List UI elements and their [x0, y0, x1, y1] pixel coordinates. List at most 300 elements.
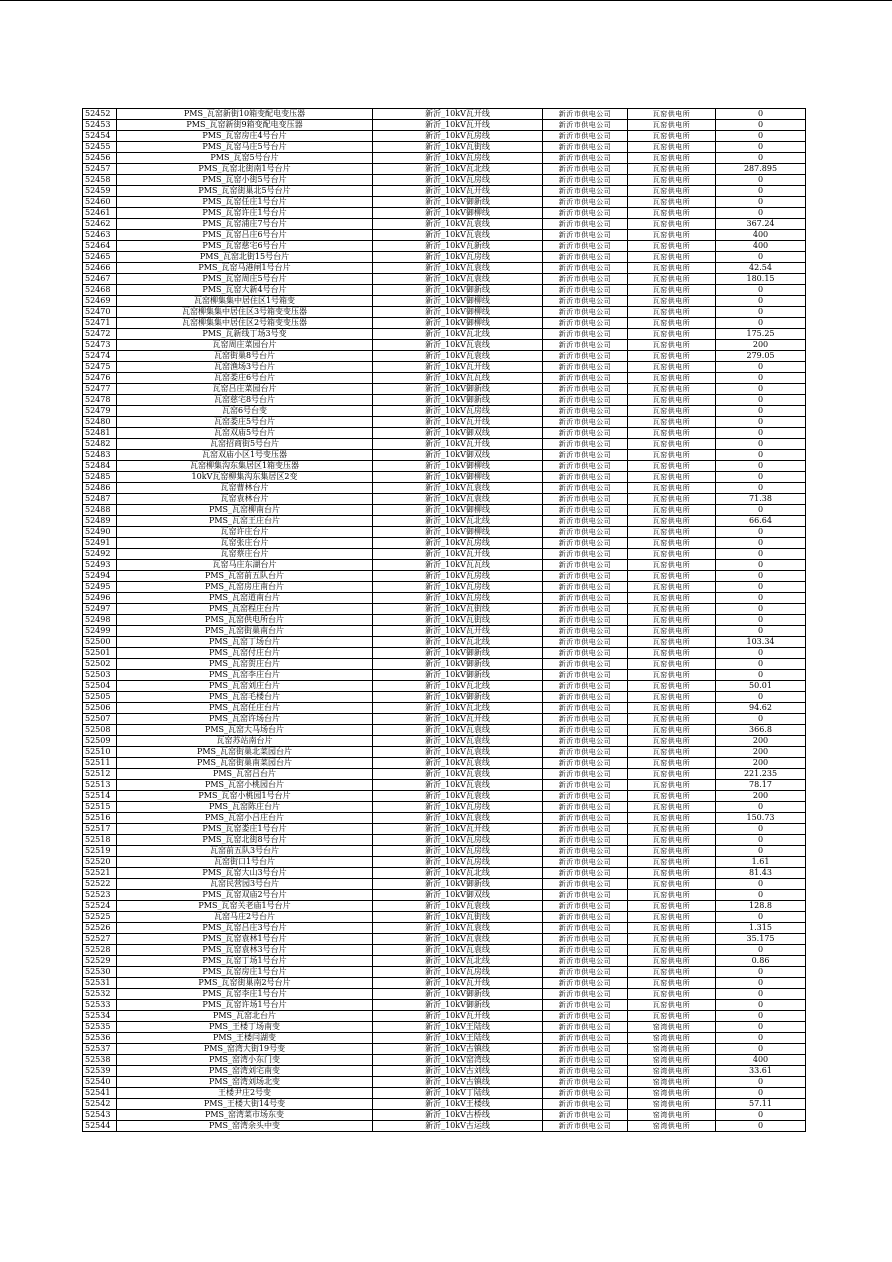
cell-record-id: 52509 — [83, 736, 117, 747]
cell-station: 瓦窑供电所 — [628, 131, 716, 142]
cell-feeder-line: 新沂_10kV御柳线 — [373, 505, 543, 516]
cell-station: 瓦窑供电所 — [628, 109, 716, 120]
cell-company: 新沂市供电公司 — [543, 1011, 628, 1022]
cell-station: 瓦窑供电所 — [628, 813, 716, 824]
cell-transformer-name: PMS_瓦窑袁林1号台片 — [117, 934, 373, 945]
cell-feeder-line: 新沂_10kV御新线 — [373, 989, 543, 1000]
cell-value: 0 — [716, 1044, 806, 1055]
cell-station: 瓦窑供电所 — [628, 406, 716, 417]
cell-feeder-line: 新沂_10kV瓦北线 — [373, 329, 543, 340]
table-row — [83, 626, 806, 637]
cell-record-id: 52542 — [83, 1099, 117, 1110]
cell-station: 瓦窑供电所 — [628, 736, 716, 747]
cell-transformer-name: 瓦窑娄庄5号台片 — [117, 417, 373, 428]
table-row — [83, 1066, 806, 1077]
cell-transformer-name: 瓦窑民营园3号台片 — [117, 879, 373, 890]
cell-station: 瓦窑供电所 — [628, 373, 716, 384]
cell-feeder-line: 新沂_10kV瓦北线 — [373, 703, 543, 714]
cell-value: 200 — [716, 736, 806, 747]
cell-feeder-line: 新沂_10kV瓦开线 — [373, 1011, 543, 1022]
cell-transformer-name: 瓦窑苏站南台片 — [117, 736, 373, 747]
cell-transformer-name: 瓦窑周庄菜园台片 — [117, 340, 373, 351]
table-row — [83, 483, 806, 494]
cell-feeder-line: 新沂_10kV瓦袁线 — [373, 351, 543, 362]
table-row — [83, 945, 806, 956]
cell-station: 瓦窑供电所 — [628, 571, 716, 582]
cell-transformer-name: 瓦窑柳集沟东集居区1箱变压器 — [117, 461, 373, 472]
data-table-container — [82, 108, 805, 1132]
table-row — [83, 208, 806, 219]
cell-value: 0 — [716, 208, 806, 219]
table-row — [83, 1022, 806, 1033]
cell-record-id: 52496 — [83, 593, 117, 604]
cell-value: 0 — [716, 362, 806, 373]
cell-value: 0 — [716, 571, 806, 582]
cell-transformer-name: PMS_瓦窑马庄5号台片 — [117, 142, 373, 153]
table-row — [83, 670, 806, 681]
table-row — [83, 923, 806, 934]
cell-transformer-name: PMS_瓦窑北街15号台片 — [117, 252, 373, 263]
cell-station: 瓦窑供电所 — [628, 274, 716, 285]
cell-transformer-name: PMS_瓦窑许庄1号台片 — [117, 208, 373, 219]
cell-transformer-name: PMS_瓦窑程庄台片 — [117, 604, 373, 615]
cell-record-id: 52485 — [83, 472, 117, 483]
cell-station: 瓦窑供电所 — [628, 648, 716, 659]
cell-company: 新沂市供电公司 — [543, 1033, 628, 1044]
cell-station: 瓦窑供电所 — [628, 835, 716, 846]
cell-company: 新沂市供电公司 — [543, 362, 628, 373]
cell-record-id: 52479 — [83, 406, 117, 417]
cell-station: 瓦窑供电所 — [628, 153, 716, 164]
cell-company: 新沂市供电公司 — [543, 593, 628, 604]
cell-value: 42.54 — [716, 263, 806, 274]
cell-company: 新沂市供电公司 — [543, 956, 628, 967]
cell-record-id: 52491 — [83, 538, 117, 549]
table-row — [83, 384, 806, 395]
cell-station: 瓦窑供电所 — [628, 868, 716, 879]
cell-record-id: 52494 — [83, 571, 117, 582]
cell-station: 瓦窑供电所 — [628, 747, 716, 758]
cell-transformer-name: PMS_瓦窑任庄台片 — [117, 703, 373, 714]
cell-value: 367.24 — [716, 219, 806, 230]
cell-company: 新沂市供电公司 — [543, 252, 628, 263]
cell-value: 0 — [716, 109, 806, 120]
cell-transformer-name: PMS_瓦窑贺庄台片 — [117, 659, 373, 670]
cell-feeder-line: 新沂_10kV御柳线 — [373, 527, 543, 538]
cell-record-id: 52462 — [83, 219, 117, 230]
cell-record-id: 52456 — [83, 153, 117, 164]
cell-company: 新沂市供电公司 — [543, 1000, 628, 1011]
cell-transformer-name: PMS_瓦窑大马场台片 — [117, 725, 373, 736]
table-row — [83, 593, 806, 604]
table-row — [83, 527, 806, 538]
cell-feeder-line: 新沂_10kV御柳线 — [373, 461, 543, 472]
cell-feeder-line: 新沂_10kV御新线 — [373, 285, 543, 296]
cell-transformer-name: 瓦窑慈宅8号台片 — [117, 395, 373, 406]
cell-transformer-name: PMS_瓦窑浦庄7号台片 — [117, 219, 373, 230]
cell-station: 瓦窑供电所 — [628, 208, 716, 219]
table-row — [83, 659, 806, 670]
cell-record-id: 52455 — [83, 142, 117, 153]
cell-record-id: 52478 — [83, 395, 117, 406]
cell-station: 窑湾供电所 — [628, 1121, 716, 1132]
cell-station: 瓦窑供电所 — [628, 593, 716, 604]
table-row — [83, 318, 806, 329]
cell-record-id: 52502 — [83, 659, 117, 670]
cell-station: 瓦窑供电所 — [628, 329, 716, 340]
cell-company: 新沂市供电公司 — [543, 197, 628, 208]
cell-transformer-name: 瓦窑许庄台片 — [117, 527, 373, 538]
cell-value: 81.43 — [716, 868, 806, 879]
cell-value: 0 — [716, 461, 806, 472]
table-row — [83, 879, 806, 890]
cell-company: 新沂市供电公司 — [543, 934, 628, 945]
cell-record-id: 52517 — [83, 824, 117, 835]
cell-record-id: 52539 — [83, 1066, 117, 1077]
cell-transformer-name: PMS_瓦窑马港闸1号台片 — [117, 263, 373, 274]
cell-record-id: 52535 — [83, 1022, 117, 1033]
cell-company: 新沂市供电公司 — [543, 439, 628, 450]
cell-feeder-line: 新沂_10kV瓦房线 — [373, 538, 543, 549]
cell-feeder-line: 新沂_10kV古桥线 — [373, 1110, 543, 1121]
cell-feeder-line: 新沂_10kV御双线 — [373, 428, 543, 439]
table-row — [83, 989, 806, 1000]
cell-feeder-line: 新沂_10kV瓦袁线 — [373, 901, 543, 912]
cell-transformer-name: PMS_瓦窑小桃园台片 — [117, 780, 373, 791]
cell-company: 新沂市供电公司 — [543, 912, 628, 923]
cell-company: 新沂市供电公司 — [543, 736, 628, 747]
cell-transformer-name: 瓦窑双庙5号台片 — [117, 428, 373, 439]
cell-value: 0 — [716, 890, 806, 901]
cell-value: 0 — [716, 472, 806, 483]
cell-record-id: 52499 — [83, 626, 117, 637]
cell-company: 新沂市供电公司 — [543, 241, 628, 252]
cell-feeder-line: 新沂_10kV瓦房线 — [373, 406, 543, 417]
cell-company: 新沂市供电公司 — [543, 901, 628, 912]
cell-company: 新沂市供电公司 — [543, 109, 628, 120]
cell-station: 瓦窑供电所 — [628, 384, 716, 395]
cell-station: 瓦窑供电所 — [628, 516, 716, 527]
cell-company: 新沂市供电公司 — [543, 527, 628, 538]
cell-feeder-line: 新沂_10kV瓦开线 — [373, 109, 543, 120]
cell-station: 瓦窑供电所 — [628, 296, 716, 307]
cell-value: 35.175 — [716, 934, 806, 945]
cell-feeder-line: 新沂_10kV御新线 — [373, 395, 543, 406]
cell-transformer-name: 瓦窑娄庄6号台片 — [117, 373, 373, 384]
cell-transformer-name: PMS_窑湾余头中变 — [117, 1121, 373, 1132]
cell-station: 瓦窑供电所 — [628, 945, 716, 956]
cell-record-id: 52501 — [83, 648, 117, 659]
cell-station: 瓦窑供电所 — [628, 769, 716, 780]
cell-feeder-line: 新沂_10kV瓦袁线 — [373, 230, 543, 241]
cell-record-id: 52540 — [83, 1077, 117, 1088]
cell-company: 新沂市供电公司 — [543, 1066, 628, 1077]
cell-transformer-name: PMS_瓦窑丁场台片 — [117, 637, 373, 648]
cell-transformer-name: PMS_瓦窑周庄5号台片 — [117, 274, 373, 285]
cell-company: 新沂市供电公司 — [543, 472, 628, 483]
cell-value: 0 — [716, 1033, 806, 1044]
cell-value: 0 — [716, 307, 806, 318]
cell-value: 0 — [716, 835, 806, 846]
cell-value: 200 — [716, 791, 806, 802]
cell-feeder-line: 新沂_10kV瓦开线 — [373, 626, 543, 637]
cell-feeder-line: 新沂_10kV瓦街线 — [373, 912, 543, 923]
cell-value: 0 — [716, 175, 806, 186]
cell-feeder-line: 新沂_10kV丁陆线 — [373, 1088, 543, 1099]
cell-feeder-line: 新沂_10kV瓦袁线 — [373, 934, 543, 945]
cell-company: 新沂市供电公司 — [543, 296, 628, 307]
cell-transformer-name: PMS_瓦窑许场1号台片 — [117, 1000, 373, 1011]
cell-station: 瓦窑供电所 — [628, 483, 716, 494]
cell-feeder-line: 新沂_10kV瓦袁线 — [373, 494, 543, 505]
cell-transformer-name: PMS_瓦窑北街8号台片 — [117, 835, 373, 846]
table-row — [83, 538, 806, 549]
cell-feeder-line: 新沂_10kV瓦袁线 — [373, 274, 543, 285]
cell-station: 瓦窑供电所 — [628, 912, 716, 923]
table-row — [83, 769, 806, 780]
cell-company: 新沂市供电公司 — [543, 626, 628, 637]
table-row — [83, 615, 806, 626]
cell-record-id: 52511 — [83, 758, 117, 769]
cell-feeder-line: 新沂_10kV王楼线 — [373, 1099, 543, 1110]
cell-transformer-name: PMS_瓦窑李庄台片 — [117, 670, 373, 681]
cell-transformer-name: PMS_瓦窑街巢南台片 — [117, 626, 373, 637]
cell-record-id: 52500 — [83, 637, 117, 648]
cell-transformer-name: PMS_窑湾大街19号变 — [117, 1044, 373, 1055]
table-row — [83, 549, 806, 560]
cell-feeder-line: 新沂_10kV瓦北线 — [373, 637, 543, 648]
cell-transformer-name: 瓦窑渔场3号台片 — [117, 362, 373, 373]
cell-feeder-line: 新沂_10kV瓦房线 — [373, 252, 543, 263]
cell-feeder-line: 新沂_10kV古刘线 — [373, 1066, 543, 1077]
cell-station: 瓦窑供电所 — [628, 725, 716, 736]
table-row — [83, 703, 806, 714]
cell-record-id: 52519 — [83, 846, 117, 857]
table-row — [83, 648, 806, 659]
cell-value: 200 — [716, 758, 806, 769]
cell-station: 窑湾供电所 — [628, 1077, 716, 1088]
cell-transformer-name: PMS_瓦窑街巢南2号台片 — [117, 978, 373, 989]
cell-company: 新沂市供电公司 — [543, 747, 628, 758]
cell-company: 新沂市供电公司 — [543, 505, 628, 516]
cell-value: 1.315 — [716, 923, 806, 934]
cell-company: 新沂市供电公司 — [543, 395, 628, 406]
table-row — [83, 692, 806, 703]
cell-station: 瓦窑供电所 — [628, 582, 716, 593]
cell-transformer-name: PMS_瓦窑吕庄6号台片 — [117, 230, 373, 241]
cell-record-id: 52507 — [83, 714, 117, 725]
cell-value: 0 — [716, 450, 806, 461]
table-row — [83, 890, 806, 901]
cell-station: 瓦窑供电所 — [628, 846, 716, 857]
table-row — [83, 802, 806, 813]
cell-feeder-line: 新沂_10kV瓦开线 — [373, 362, 543, 373]
table-row — [83, 164, 806, 175]
cell-feeder-line: 新沂_10kV瓦街线 — [373, 604, 543, 615]
cell-transformer-name: PMS_瓦窑大新4号台片 — [117, 285, 373, 296]
table-row — [83, 362, 806, 373]
cell-value: 0 — [716, 285, 806, 296]
cell-record-id: 52531 — [83, 978, 117, 989]
cell-record-id: 52488 — [83, 505, 117, 516]
cell-station: 瓦窑供电所 — [628, 450, 716, 461]
cell-value: 0 — [716, 846, 806, 857]
cell-record-id: 52467 — [83, 274, 117, 285]
table-row — [83, 186, 806, 197]
cell-record-id: 52524 — [83, 901, 117, 912]
table-row — [83, 1110, 806, 1121]
cell-company: 新沂市供电公司 — [543, 692, 628, 703]
cell-company: 新沂市供电公司 — [543, 758, 628, 769]
cell-value: 400 — [716, 1055, 806, 1066]
cell-station: 瓦窑供电所 — [628, 857, 716, 868]
cell-record-id: 52529 — [83, 956, 117, 967]
cell-transformer-name: PMS_瓦窑任庄1号台片 — [117, 197, 373, 208]
cell-record-id: 52487 — [83, 494, 117, 505]
cell-value: 0 — [716, 626, 806, 637]
table-row — [83, 824, 806, 835]
cell-record-id: 52528 — [83, 945, 117, 956]
table-row — [83, 1088, 806, 1099]
cell-feeder-line: 新沂_10kV瓦房线 — [373, 582, 543, 593]
cell-company: 新沂市供电公司 — [543, 769, 628, 780]
cell-transformer-name: 瓦窑蔡庄台片 — [117, 549, 373, 560]
cell-company: 新沂市供电公司 — [543, 670, 628, 681]
cell-feeder-line: 新沂_10kV瓦袁线 — [373, 725, 543, 736]
cell-company: 新沂市供电公司 — [543, 263, 628, 274]
cell-station: 窑湾供电所 — [628, 1022, 716, 1033]
cell-station: 瓦窑供电所 — [628, 879, 716, 890]
cell-feeder-line: 新沂_10kV瓦开线 — [373, 714, 543, 725]
cell-company: 新沂市供电公司 — [543, 945, 628, 956]
cell-station: 瓦窑供电所 — [628, 956, 716, 967]
cell-station: 瓦窑供电所 — [628, 219, 716, 230]
cell-record-id: 52461 — [83, 208, 117, 219]
cell-company: 新沂市供电公司 — [543, 824, 628, 835]
cell-station: 瓦窑供电所 — [628, 901, 716, 912]
cell-company: 新沂市供电公司 — [543, 714, 628, 725]
cell-record-id: 52505 — [83, 692, 117, 703]
cell-company: 新沂市供电公司 — [543, 868, 628, 879]
cell-station: 瓦窑供电所 — [628, 1000, 716, 1011]
cell-transformer-name: 瓦窑6号台变 — [117, 406, 373, 417]
cell-feeder-line: 新沂_10kV瓦袁线 — [373, 813, 543, 824]
cell-company: 新沂市供电公司 — [543, 340, 628, 351]
cell-value: 0 — [716, 538, 806, 549]
cell-transformer-name: 瓦窑柳集集中居住区3号箱变变压器 — [117, 307, 373, 318]
cell-station: 瓦窑供电所 — [628, 307, 716, 318]
cell-company: 新沂市供电公司 — [543, 604, 628, 615]
cell-transformer-name: PMS_瓦窑毛楼台片 — [117, 692, 373, 703]
cell-record-id: 52523 — [83, 890, 117, 901]
cell-company: 新沂市供电公司 — [543, 461, 628, 472]
cell-record-id: 52480 — [83, 417, 117, 428]
table-row — [83, 1011, 806, 1022]
cell-record-id: 52497 — [83, 604, 117, 615]
cell-company: 新沂市供电公司 — [543, 615, 628, 626]
cell-record-id: 52506 — [83, 703, 117, 714]
cell-company: 新沂市供电公司 — [543, 373, 628, 384]
cell-company: 新沂市供电公司 — [543, 208, 628, 219]
cell-transformer-name: 瓦窑街巢8号台片 — [117, 351, 373, 362]
cell-transformer-name: PMS_窑湾菜市场东变 — [117, 1110, 373, 1121]
cell-company: 新沂市供电公司 — [543, 1077, 628, 1088]
cell-feeder-line: 新沂_10kV瓦房线 — [373, 857, 543, 868]
cell-transformer-name: 瓦窑街口1号台片 — [117, 857, 373, 868]
cell-transformer-name: 王楼尹庄2号变 — [117, 1088, 373, 1099]
cell-feeder-line: 新沂_10kV瓦房线 — [373, 846, 543, 857]
cell-value: 0 — [716, 989, 806, 1000]
cell-transformer-name: 10kV瓦窑柳集沟东集居区2变 — [117, 472, 373, 483]
cell-feeder-line: 新沂_10kV瓦新线 — [373, 241, 543, 252]
cell-value: 0 — [716, 395, 806, 406]
cell-record-id: 52534 — [83, 1011, 117, 1022]
cell-feeder-line: 新沂_10kV瓦袁线 — [373, 791, 543, 802]
cell-record-id: 52477 — [83, 384, 117, 395]
table-row — [83, 472, 806, 483]
cell-feeder-line: 新沂_10kV瓦北线 — [373, 681, 543, 692]
cell-company: 新沂市供电公司 — [543, 153, 628, 164]
cell-station: 窑湾供电所 — [628, 1066, 716, 1077]
cell-record-id: 52486 — [83, 483, 117, 494]
cell-transformer-name: 瓦窑袁林台片 — [117, 494, 373, 505]
cell-feeder-line: 新沂_10kV瓦开线 — [373, 549, 543, 560]
table-row — [83, 956, 806, 967]
cell-station: 窑湾供电所 — [628, 1088, 716, 1099]
cell-station: 瓦窑供电所 — [628, 285, 716, 296]
cell-station: 瓦窑供电所 — [628, 670, 716, 681]
cell-transformer-name: 瓦窑马庄东湖台片 — [117, 560, 373, 571]
cell-company: 新沂市供电公司 — [543, 835, 628, 846]
cell-company: 新沂市供电公司 — [543, 802, 628, 813]
cell-feeder-line: 新沂_10kV王陆线 — [373, 1022, 543, 1033]
table-row — [83, 747, 806, 758]
cell-record-id: 52484 — [83, 461, 117, 472]
cell-feeder-line: 新沂_10kV瓦袁线 — [373, 736, 543, 747]
cell-feeder-line: 新沂_10kV瓦袁线 — [373, 219, 543, 230]
cell-record-id: 52483 — [83, 450, 117, 461]
cell-feeder-line: 新沂_10kV御柳线 — [373, 318, 543, 329]
cell-company: 新沂市供电公司 — [543, 780, 628, 791]
cell-company: 新沂市供电公司 — [543, 406, 628, 417]
cell-company: 新沂市供电公司 — [543, 384, 628, 395]
cell-transformer-name: 瓦窑张庄台片 — [117, 538, 373, 549]
cell-value: 50.01 — [716, 681, 806, 692]
cell-station: 窑湾供电所 — [628, 1110, 716, 1121]
cell-feeder-line: 新沂_10kV瓦开线 — [373, 186, 543, 197]
table-row — [83, 571, 806, 582]
cell-station: 瓦窑供电所 — [628, 197, 716, 208]
cell-station: 瓦窑供电所 — [628, 626, 716, 637]
table-row — [83, 395, 806, 406]
table-row — [83, 505, 806, 516]
cell-value: 0 — [716, 967, 806, 978]
cell-station: 窑湾供电所 — [628, 1044, 716, 1055]
cell-feeder-line: 新沂_10kV瓦街线 — [373, 615, 543, 626]
cell-value: 0 — [716, 384, 806, 395]
table-row — [83, 439, 806, 450]
cell-value: 400 — [716, 230, 806, 241]
table-row — [83, 791, 806, 802]
cell-record-id: 52537 — [83, 1044, 117, 1055]
cell-station: 瓦窑供电所 — [628, 681, 716, 692]
cell-transformer-name: PMS_瓦窑丁场1号台片 — [117, 956, 373, 967]
table-row — [83, 934, 806, 945]
cell-station: 瓦窑供电所 — [628, 791, 716, 802]
cell-transformer-name: PMS_瓦窑袁林3号台片 — [117, 945, 373, 956]
cell-feeder-line: 新沂_10kV瓦房线 — [373, 153, 543, 164]
cell-station: 瓦窑供电所 — [628, 164, 716, 175]
